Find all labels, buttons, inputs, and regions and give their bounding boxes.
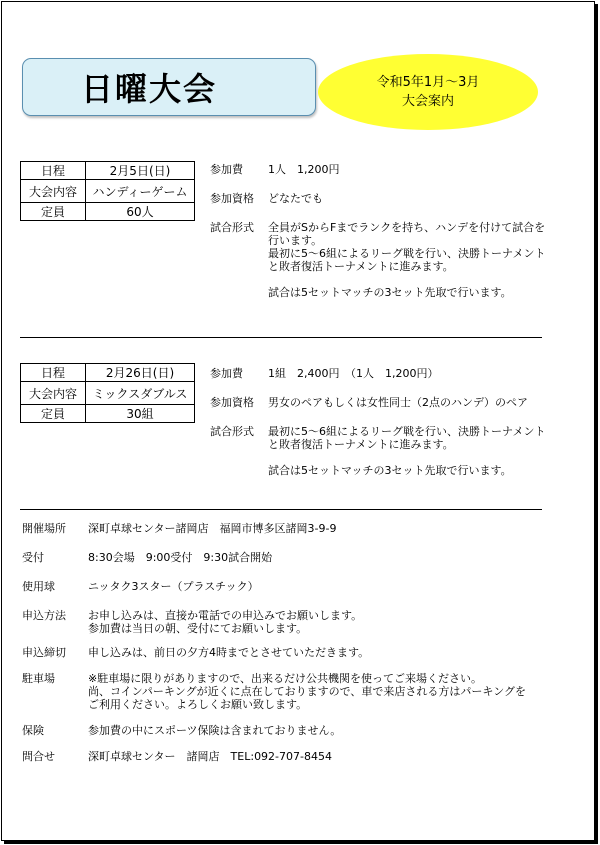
fee-value: 1人 1,200円 bbox=[268, 163, 340, 176]
general-info bbox=[22, 522, 526, 763]
format-key: 試合形式 bbox=[210, 425, 254, 438]
info-row bbox=[22, 522, 526, 535]
capacity-value: 60人 bbox=[86, 203, 195, 221]
period-line2: 大会案内 bbox=[401, 94, 454, 109]
content-label: 大会内容 bbox=[21, 382, 86, 405]
eligibility-value: 男女のペアもしくは女性同士（2点のハンデ）のペア bbox=[268, 396, 528, 409]
content-value: ハンディーゲーム bbox=[86, 180, 195, 203]
eligibility-key: 参加資格 bbox=[210, 192, 254, 205]
period-line1: 令和5年1月～3月 bbox=[376, 75, 480, 90]
format-value: 最初に5～6組によるリーグ戦を行い、決勝トーナメント と敗者復活トーナメントに進みます。 試合は5セットマッチの3セット先取で行います。 bbox=[268, 425, 546, 477]
page-title: 日曜大会 bbox=[80, 70, 217, 108]
date-label: 日程 bbox=[21, 162, 86, 180]
detail-row bbox=[210, 221, 546, 299]
date-label: 日程 bbox=[21, 364, 86, 382]
info-row bbox=[22, 580, 526, 593]
apply-value: お申し込みは、直接か電話での申込みでお願いします。 参加費は当日の朝、受付にてお願いします。 bbox=[88, 609, 363, 635]
event1-details bbox=[210, 163, 546, 299]
period-badge bbox=[318, 54, 538, 130]
fee-value: 1組 2,400円 （1人 1,200円） bbox=[268, 367, 439, 380]
parking-value: ※駐車場に限りがありますので、出来るだけ公共機関を使ってご来場ください。 尚、コインパーキングが近くに点在しておりますので、車で来店される方はパーキングを ご利用ください。よろしくお願い致します。 bbox=[88, 672, 527, 711]
capacity-value: 30組 bbox=[86, 405, 195, 423]
reception-key: 受付 bbox=[22, 551, 44, 564]
fee-key: 参加費 bbox=[210, 163, 243, 176]
contact-value: 深町卓球センター 諸岡店 TEL:092-707-8454 bbox=[88, 750, 332, 763]
event2-details bbox=[210, 367, 546, 477]
event1-table bbox=[20, 161, 195, 221]
detail-row bbox=[210, 425, 546, 477]
insurance-value: 参加費の中にスポーツ保険は含まれておりません。 bbox=[88, 724, 342, 737]
info-row bbox=[22, 672, 526, 711]
info-row bbox=[22, 750, 526, 763]
apply-key: 申込方法 bbox=[22, 609, 66, 622]
ball-value: ニッタク3スター（プラスチック） bbox=[88, 580, 259, 593]
divider bbox=[20, 509, 542, 510]
deadline-value: 申し込みは、前日の夕方4時までとさせていただきます。 bbox=[88, 646, 370, 659]
event2-table bbox=[20, 363, 195, 423]
content-label: 大会内容 bbox=[21, 180, 86, 203]
capacity-label: 定員 bbox=[21, 405, 86, 423]
fee-key: 参加費 bbox=[210, 367, 243, 380]
detail-row bbox=[210, 367, 546, 380]
eligibility-key: 参加資格 bbox=[210, 396, 254, 409]
eligibility-value: どなたでも bbox=[268, 192, 323, 205]
parking-key: 駐車場 bbox=[22, 672, 55, 685]
detail-row bbox=[210, 396, 546, 409]
divider bbox=[20, 337, 542, 338]
info-row bbox=[22, 724, 526, 737]
info-row bbox=[22, 609, 526, 635]
date-value: 2月5日(日) bbox=[86, 162, 195, 180]
info-row bbox=[22, 646, 526, 659]
content-value: ミックスダブルス bbox=[86, 382, 195, 405]
contact-key: 問合せ bbox=[22, 750, 55, 763]
info-row bbox=[22, 551, 526, 564]
capacity-label: 定員 bbox=[21, 203, 86, 221]
detail-row bbox=[210, 192, 546, 205]
venue-key: 開催場所 bbox=[22, 522, 66, 535]
title-box bbox=[22, 58, 316, 116]
deadline-key: 申込締切 bbox=[22, 646, 66, 659]
detail-row bbox=[210, 163, 546, 176]
venue-value: 深町卓球センター諸岡店 福岡市博多区諸岡3-9-9 bbox=[88, 522, 337, 535]
ball-key: 使用球 bbox=[22, 580, 55, 593]
date-value: 2月26日(日) bbox=[86, 364, 195, 382]
reception-value: 8:30会場 9:00受付 9:30試合開始 bbox=[88, 551, 273, 564]
format-value: 全員がSからFまでランクを持ち、ハンデを付けて試合を 行います。 最初に5～6組によるリーグ戦を行い、決勝トーナメント と敗者復活トーナメントに進みます。 試合は5セットマッチの3セット先取で行います。 bbox=[268, 221, 546, 299]
format-key: 試合形式 bbox=[210, 221, 254, 234]
insurance-key: 保険 bbox=[22, 724, 44, 737]
